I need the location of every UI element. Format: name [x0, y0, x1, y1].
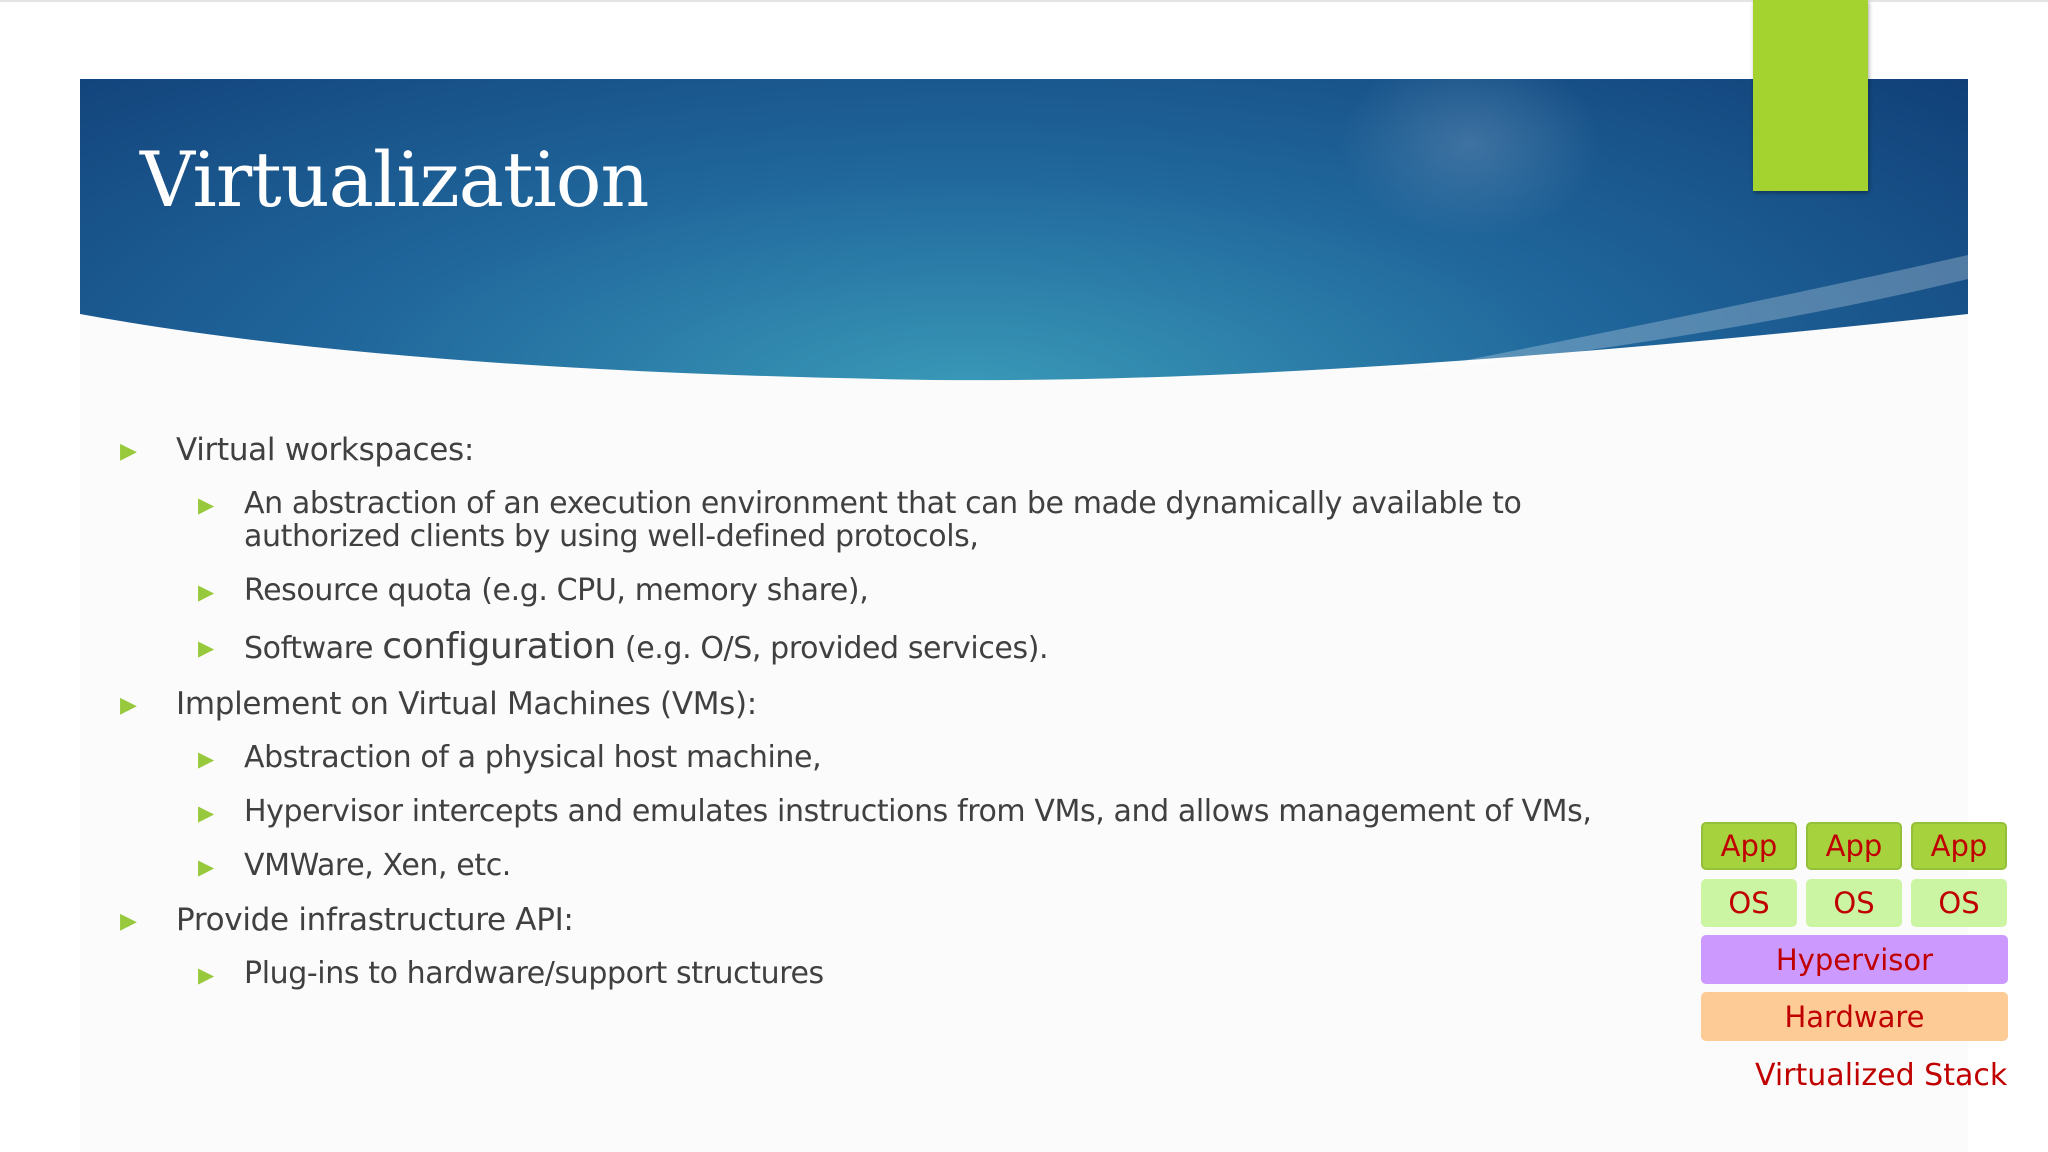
sub-bullet-resource-quota	[198, 573, 869, 608]
stack-app-1: App	[1701, 822, 1797, 870]
bullet-text: Abstraction of a physical host machine,	[244, 740, 822, 775]
sub-bullet-vmware-xen	[198, 848, 511, 883]
bullet-infrastructure-api	[120, 902, 574, 938]
bullet-text: Resource quota (e.g. CPU, memory share),	[244, 573, 869, 608]
bullet-text-line-2: authorized clients by using well-defined protocols,	[244, 519, 979, 554]
stack-app-3: App	[1911, 822, 2007, 870]
bullet-text-post: (e.g. O/S, provided services).	[615, 631, 1049, 666]
sub-bullet-abstraction	[198, 486, 1522, 554]
bullet-text: VMWare, Xen, etc.	[244, 848, 511, 883]
bullet-virtual-workspaces	[120, 432, 475, 468]
accent-tab	[1753, 0, 1868, 191]
triangle-right-icon: ▶	[198, 963, 214, 987]
triangle-right-icon: ▶	[120, 693, 137, 718]
stack-hypervisor: Hypervisor	[1701, 935, 2008, 984]
sub-bullet-software-configuration	[198, 626, 1049, 667]
sub-bullet-abstraction-host	[198, 740, 822, 775]
bullet-text-emphasis: configuration	[382, 626, 616, 667]
triangle-right-icon: ▶	[120, 909, 137, 934]
stack-os-2: OS	[1806, 879, 1902, 927]
triangle-right-icon: ▶	[198, 801, 214, 825]
sub-bullet-plug-ins	[198, 956, 824, 991]
bullet-text: Hypervisor intercepts and emulates instructions from VMs, and allows management of VMs,	[244, 794, 1592, 829]
triangle-right-icon: ▶	[120, 439, 137, 464]
bullet-text: Plug-ins to hardware/support structures	[244, 956, 824, 991]
triangle-right-icon: ▶	[198, 580, 214, 604]
stack-app-2: App	[1806, 822, 1902, 870]
slide-title: Virtualization	[140, 135, 649, 224]
bullet-text: Implement on Virtual Machines (VMs):	[176, 686, 757, 722]
stack-os-1: OS	[1701, 879, 1797, 927]
bullet-text: Provide infrastructure API:	[176, 902, 574, 938]
bullet-text-line-1: An abstraction of an execution environment that can be made dynamically available to	[244, 486, 1522, 521]
bullet-text: Virtual workspaces:	[176, 432, 475, 468]
bullet-text-pre: Software	[244, 631, 383, 666]
bullet-implement-on-vms	[120, 686, 757, 722]
stack-os-3: OS	[1911, 879, 2007, 927]
sub-bullet-hypervisor	[198, 794, 1592, 829]
triangle-right-icon: ▶	[198, 636, 214, 660]
triangle-right-icon: ▶	[198, 493, 214, 517]
stack-hardware: Hardware	[1701, 992, 2008, 1041]
triangle-right-icon: ▶	[198, 747, 214, 771]
stack-caption: Virtualized Stack	[1755, 1058, 2008, 1093]
triangle-right-icon: ▶	[198, 855, 214, 879]
